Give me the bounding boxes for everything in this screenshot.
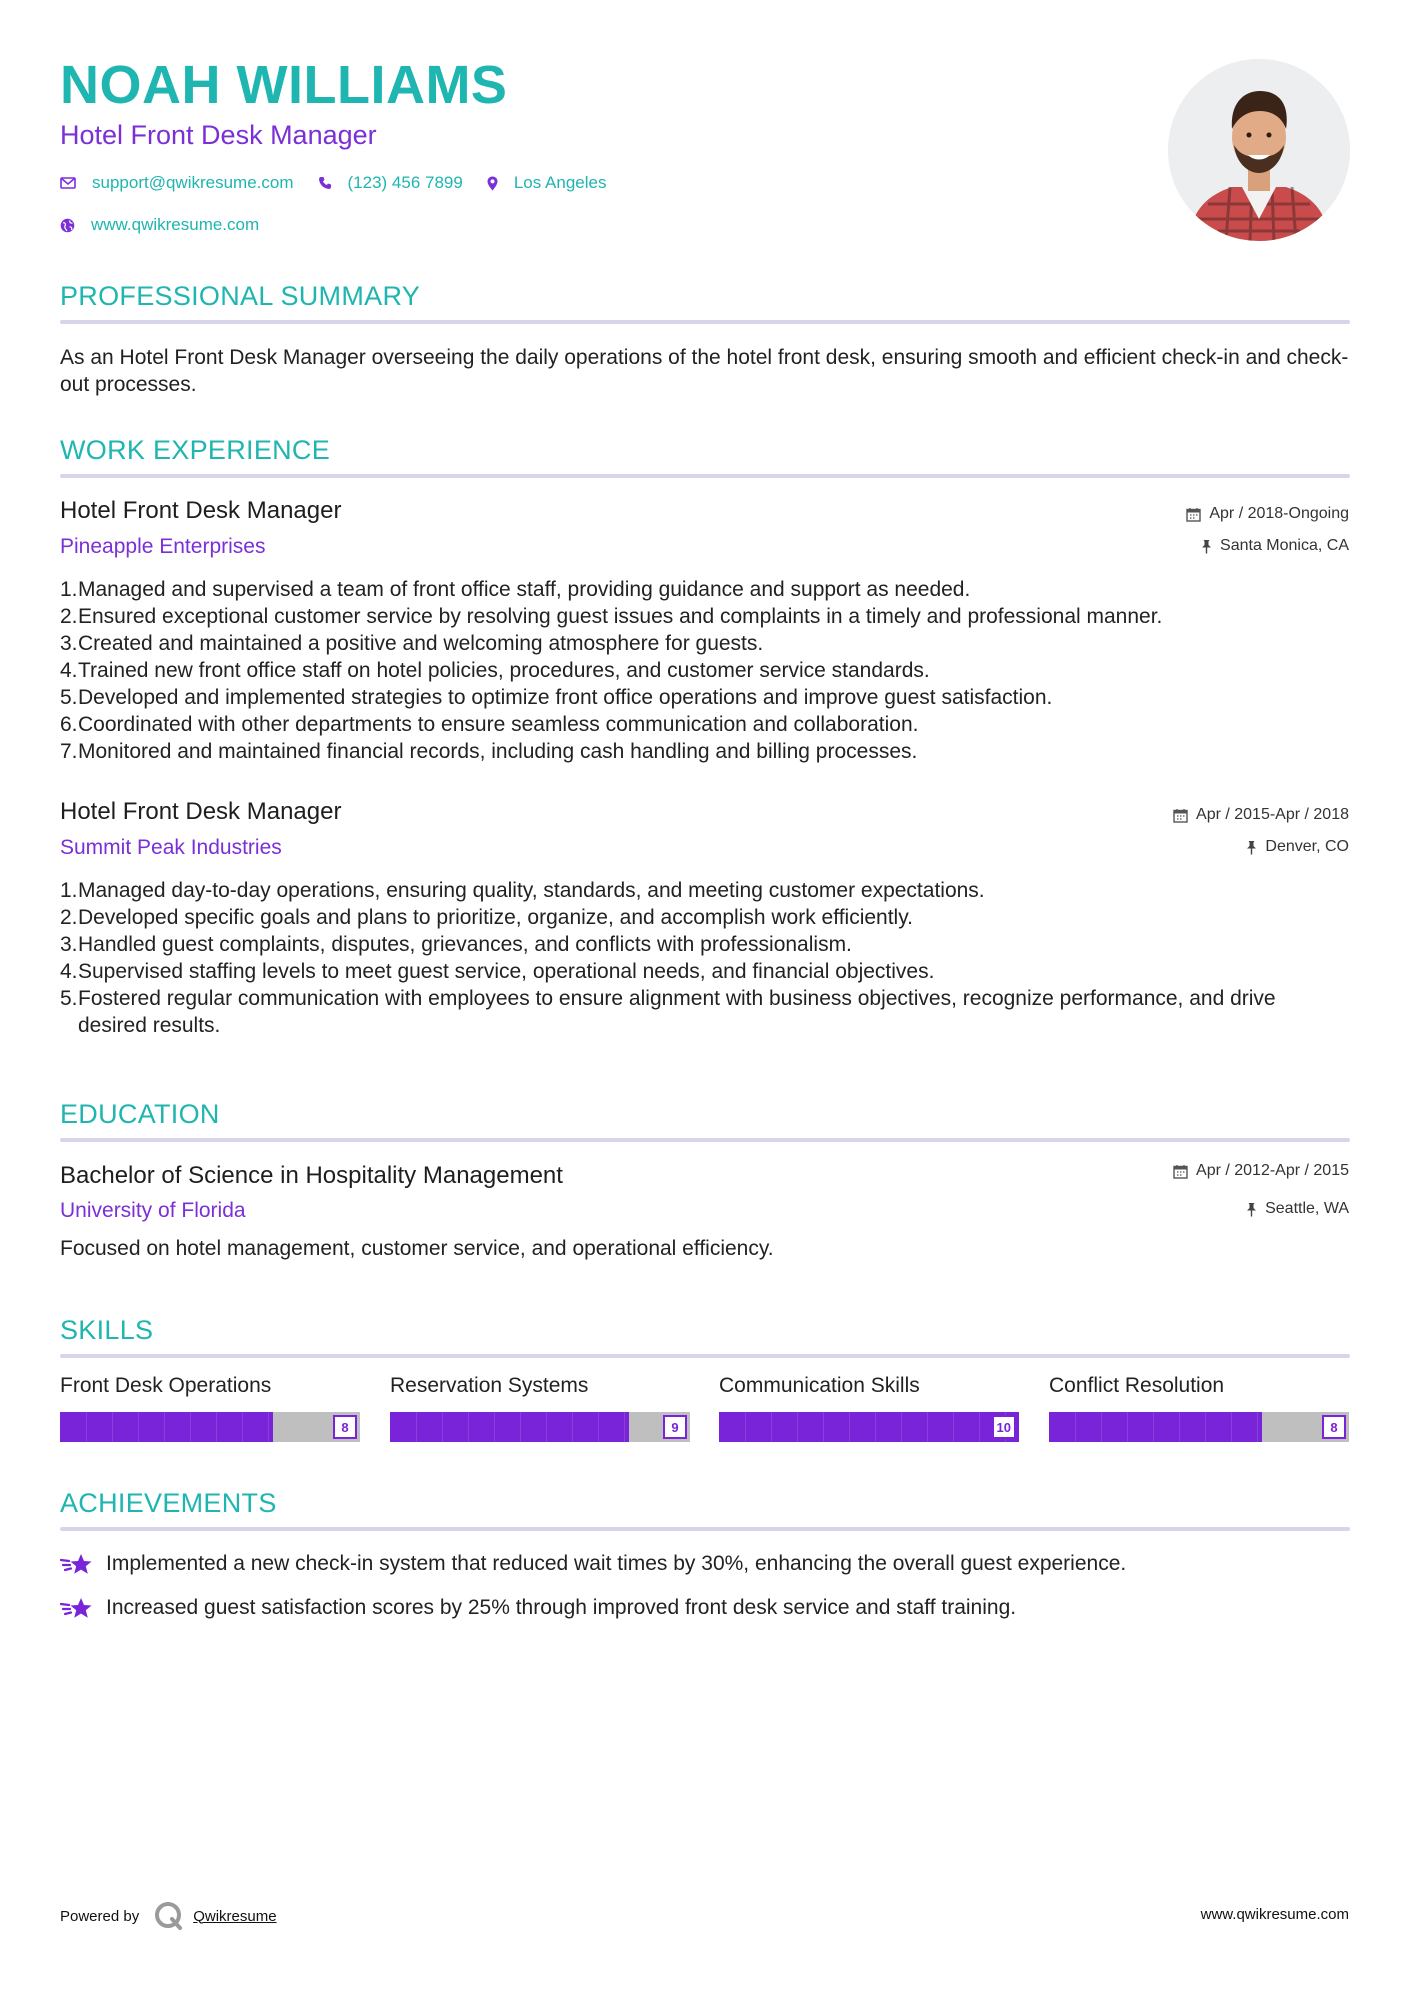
- skill-name: Front Desk Operations: [60, 1374, 272, 1397]
- list-item: 7. Monitored and maintained financial records, including cash handling and billing processes.: [60, 740, 918, 763]
- skills-divider: [60, 1354, 1350, 1358]
- footer-powered-by: Powered by Qwikresume: [60, 1900, 277, 1932]
- skill-name: Reservation Systems: [390, 1374, 589, 1397]
- skill-bar: [60, 1412, 360, 1442]
- skill-segment-divider: [190, 1412, 191, 1442]
- school-name: University of Florida: [60, 1199, 246, 1222]
- experience-heading: WORK EXPERIENCE: [60, 435, 331, 465]
- skill-segment-divider: [442, 1412, 443, 1442]
- experience-divider: [60, 474, 1350, 478]
- skill-segment-divider: [745, 1412, 746, 1442]
- skill-level: 8: [333, 1415, 357, 1439]
- list-item: 2. Ensured exceptional customer service by resolving guest issues and complaints in a timely and professional manner.: [60, 605, 1163, 628]
- skill-segment-divider: [138, 1412, 139, 1442]
- skill-segment-divider: [416, 1412, 417, 1442]
- skill-segment-divider: [1205, 1412, 1206, 1442]
- skill-fill: [1049, 1412, 1262, 1442]
- job-title: Hotel Front Desk Manager: [60, 497, 342, 524]
- list-item: 1. Managed and supervised a team of front office staff, providing guidance and support as needed.: [60, 578, 971, 601]
- education-description: Focused on hotel management, customer service, and operational efficiency.: [60, 1237, 774, 1260]
- pushpin-icon: [1201, 539, 1212, 554]
- pushpin-icon: [1246, 1202, 1257, 1217]
- list-item: 5. Developed and implemented strategies to optimize front office operations and improve guest satisfaction.: [60, 686, 1053, 709]
- achievement-item: Implemented a new check-in system that reduced wait times by 30%, enhancing the overall guest experience.: [60, 1551, 1126, 1577]
- website-row: [60, 215, 283, 235]
- skill-fill: [719, 1412, 1019, 1442]
- skill-segment-divider: [927, 1412, 928, 1442]
- achievement-item: Increased guest satisfaction scores by 25% through improved front desk service and staff training.: [60, 1595, 1016, 1621]
- candidate-role: Hotel Front Desk Manager: [60, 120, 377, 150]
- skill-segment-divider: [494, 1412, 495, 1442]
- education-dates: Apr / 2012-Apr / 2015: [1173, 1162, 1349, 1180]
- job-location: Denver, CO: [1246, 838, 1349, 856]
- education-location: Seattle, WA: [1246, 1200, 1349, 1218]
- map-pin-icon: [487, 176, 498, 191]
- skill-segment-divider: [242, 1412, 243, 1442]
- skill-segment-divider: [979, 1412, 980, 1442]
- skill-segment-divider: [823, 1412, 824, 1442]
- job-location: Santa Monica, CA: [1201, 537, 1349, 555]
- qwikresume-logo-icon: [153, 1900, 185, 1932]
- skill-fill: [390, 1412, 629, 1442]
- footer-url[interactable]: www.qwikresume.com: [1200, 1906, 1349, 1923]
- skill-segment-divider: [546, 1412, 547, 1442]
- list-item: 4. Supervised staffing levels to meet guest service, operational needs, and financial objectives.: [60, 960, 935, 983]
- skill-segment-divider: [875, 1412, 876, 1442]
- contact-row: [60, 173, 630, 193]
- phone-icon: [318, 176, 332, 190]
- achievements-divider: [60, 1527, 1350, 1531]
- skill-segment-divider: [164, 1412, 165, 1442]
- skill-segment-divider: [1257, 1412, 1258, 1442]
- skill-item: [719, 1374, 1019, 1442]
- skill-segment-divider: [598, 1412, 599, 1442]
- skill-item: [390, 1374, 690, 1442]
- job-title: Hotel Front Desk Manager: [60, 798, 342, 825]
- education-divider: [60, 1138, 1350, 1142]
- calendar-icon: [1173, 808, 1188, 823]
- contact-website[interactable]: www.qwikresume.com: [60, 215, 259, 235]
- skill-bar: [719, 1412, 1019, 1442]
- skill-name: Conflict Resolution: [1049, 1374, 1225, 1397]
- list-item: 3. Handled guest complaints, disputes, grievances, and conflicts with professionalism.: [60, 933, 852, 956]
- company-name: Summit Peak Industries: [60, 836, 282, 859]
- skill-bar: [390, 1412, 690, 1442]
- contact-phone[interactable]: (123) 456 7899: [318, 173, 463, 193]
- job-dates: Apr / 2018-Ongoing: [1186, 505, 1349, 523]
- globe-icon: [60, 218, 75, 233]
- skill-segment-divider: [1153, 1412, 1154, 1442]
- skills-heading: SKILLS: [60, 1315, 154, 1345]
- skill-item: [60, 1374, 360, 1442]
- achievements-heading: ACHIEVEMENTS: [60, 1488, 277, 1518]
- skill-segment-divider: [572, 1412, 573, 1442]
- skill-segment-divider: [797, 1412, 798, 1442]
- pushpin-icon: [1246, 840, 1257, 855]
- skill-level: 8: [1322, 1415, 1346, 1439]
- summary-text: As an Hotel Front Desk Manager overseeing the daily operations of the hotel front desk, ensuring smooth and efficient check-in and check-out processes.: [60, 346, 1349, 396]
- skill-segment-divider: [1179, 1412, 1180, 1442]
- company-name: Pineapple Enterprises: [60, 535, 266, 558]
- envelope-icon: [60, 177, 76, 189]
- summary-divider: [60, 320, 1350, 324]
- list-item: 2. Developed specific goals and plans to prioritize, organize, and accomplish work efficiently.: [60, 906, 913, 929]
- skill-segment-divider: [1127, 1412, 1128, 1442]
- education-heading: EDUCATION: [60, 1099, 220, 1129]
- skill-segment-divider: [849, 1412, 850, 1442]
- skill-level: 10: [992, 1415, 1016, 1439]
- list-item: 5. Fostered regular communication with employees to ensure alignment with business objectives, recognize performance, and drive desired results.: [60, 987, 1276, 1037]
- list-item: 6. Coordinated with other departments to ensure seamless communication and collaboration.: [60, 713, 919, 736]
- skill-fill: [60, 1412, 273, 1442]
- skill-segment-divider: [520, 1412, 521, 1442]
- skill-bar: [1049, 1412, 1349, 1442]
- skill-segment-divider: [1101, 1412, 1102, 1442]
- skill-segment-divider: [268, 1412, 269, 1442]
- calendar-icon: [1186, 507, 1201, 522]
- job-bullets: [60, 576, 1350, 765]
- footer-brand-link[interactable]: Qwikresume: [193, 1907, 277, 1925]
- skill-name: Communication Skills: [719, 1374, 920, 1397]
- skill-segment-divider: [112, 1412, 113, 1442]
- calendar-icon: [1173, 1164, 1188, 1179]
- candidate-name: NOAH WILLIAMS: [60, 55, 508, 115]
- skill-level: 9: [663, 1415, 687, 1439]
- skill-item: [1049, 1374, 1349, 1442]
- skill-segment-divider: [1075, 1412, 1076, 1442]
- list-item: 4. Trained new front office staff on hotel policies, procedures, and customer service standards.: [60, 659, 930, 682]
- summary-heading: PROFESSIONAL SUMMARY: [60, 281, 421, 311]
- contact-email[interactable]: support@qwikresume.com: [60, 173, 294, 193]
- job-dates: Apr / 2015-Apr / 2018: [1173, 806, 1349, 824]
- skill-segment-divider: [468, 1412, 469, 1442]
- contact-location: Los Angeles: [487, 173, 607, 193]
- skill-segment-divider: [1231, 1412, 1232, 1442]
- job-bullets: [60, 877, 1350, 1039]
- skill-segment-divider: [216, 1412, 217, 1442]
- skill-segment-divider: [901, 1412, 902, 1442]
- list-item: 3. Created and maintained a positive and welcoming atmosphere for guests.: [60, 632, 764, 655]
- skill-segment-divider: [86, 1412, 87, 1442]
- skill-segment-divider: [624, 1412, 625, 1442]
- profile-photo: [1168, 59, 1350, 241]
- degree-title: Bachelor of Science in Hospitality Management: [60, 1162, 563, 1189]
- skill-segment-divider: [771, 1412, 772, 1442]
- shooting-star-icon: [60, 1551, 94, 1577]
- shooting-star-icon: [60, 1595, 94, 1621]
- list-item: 1. Managed day-to-day operations, ensuring quality, standards, and meeting customer expectations.: [60, 879, 985, 902]
- avatar-illustration: [1168, 59, 1350, 241]
- skill-segment-divider: [953, 1412, 954, 1442]
